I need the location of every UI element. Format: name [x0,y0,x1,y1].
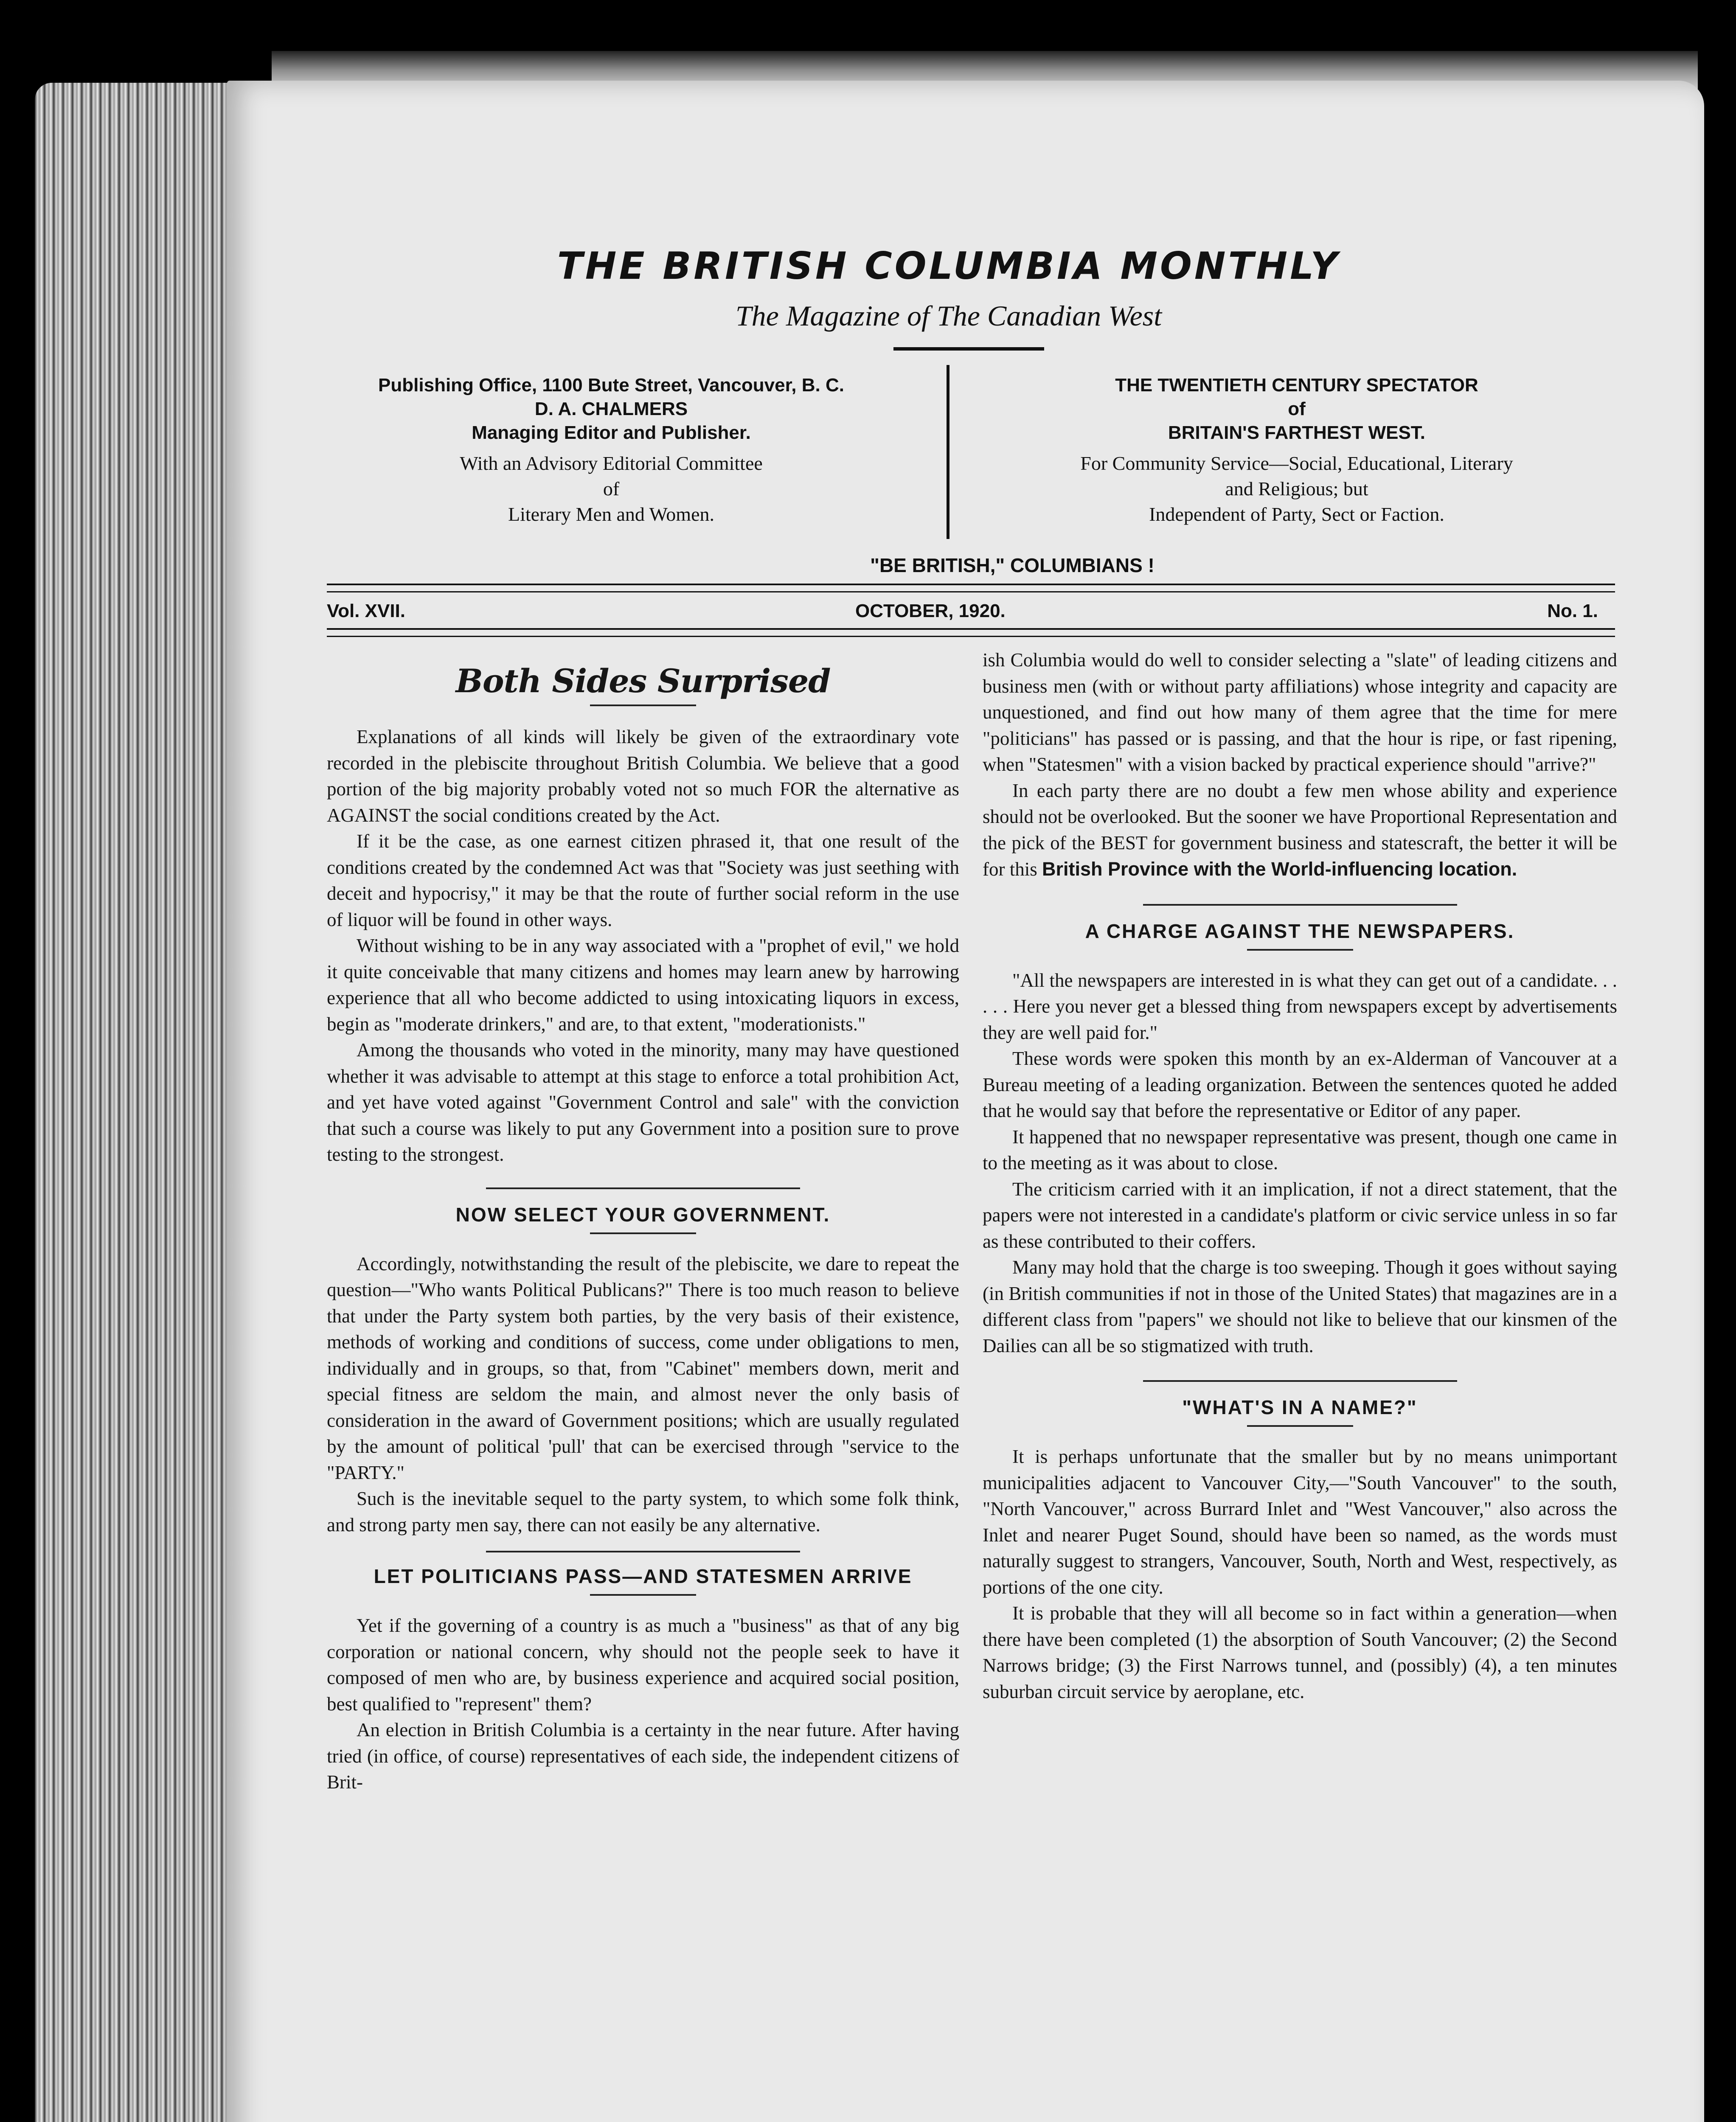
issue-rule-top [327,584,1615,592]
heading-rule [1247,1425,1353,1427]
mission-line-3: Independent of Party, Sect or Faction. [1149,503,1444,525]
masthead-title: THE BRITISH COLUMBIA MONTHLY [557,244,1340,288]
publishing-office: Publishing Office, 1100 Bute Street, Vancouver, B. C. [378,375,844,396]
section-paragraph: The criticism carried with it an implication, if not a direct statement, that the papers were not interested in a candidate's platform or civic service unless in so far as these contributed to their coffers. [983,1178,1617,1252]
spectator-line-2: of [1288,399,1306,419]
section-paragraph: Yet if the governing of a country is as much a "business" as that of any big corporation or national concern, why should not the people seek to have it composed of men who are, by business experience and acquired social position, best qualified to "represent" them? [327,1615,959,1715]
mission-line-2: and Religious; but [1225,478,1368,500]
section-paragraph: It is probable that they will all become so in fact within a generation—when there have been completed (1) the absorption of South Vancouver; (2) the Second Narrows bridge; (3) the First Narrows tunnel, and (possibly) (4), a ten minutes suburban circuit service by aeroplane, etc. [983,1603,1617,1702]
paragraph-text: In each party there are no doubt a few men whose ability and experience should not be overlooked. But the sooner we have Proportional Representation and the pick of the BEST for government business and statescraft, the better it will be for this [983,780,1617,880]
mission-line-1: For Community Service—Social, Educational, Literary [1080,452,1513,474]
right-column [983,647,1617,1705]
section-paragraph: Such is the inevitable sequel to the party system, to which some folk think, and strong party men say, there can not easily be any alternative. [327,1488,959,1535]
section-paragraph: It is perhaps unfortunate that the smaller but by no means unimportant municipalities adjacent to Vancouver City,—"South Vancouver" to the south, "North Vancouver," across Burrard Inlet and "West Vancouver," also across the Inlet and nearer Puget Sound, should have been so named, as the words must naturally suggest to strangers, Vancouver, South, North and West, respectively, as portions of the one city. [983,1446,1617,1598]
section-paragraph [983,778,1617,883]
volume-number: Vol. XVII. [327,601,406,621]
publisher-info [342,373,881,527]
section-heading-newspapers: A CHARGE AGAINST THE NEWSPAPERS. [1085,920,1515,942]
bold-phrase: British Province with the World-influencing location. [1042,858,1517,880]
continued-text: ish Columbia would do well to consider selecting a "slate" of leading citizens and business men (with or without party affiliations) whose integrity and capacity are unquestioned, and find out how many of them agree that the time for mere "politicians" has passed or is passing, and that the hour is ripe, or fast ripening, when "Statesmen" with a vision backed by practical experience should "arrive?" [983,649,1617,775]
section-rule [1143,1380,1457,1382]
committee-line-3: Literary Men and Women. [508,503,714,525]
heading-rule [590,1594,696,1596]
section-heading-statesmen: LET POLITICIANS PASS—AND STATESMEN ARRIVE [374,1565,913,1587]
section-paragraph: These words were spoken this month by an ex-Alderman of Vancouver at a Bureau meeting of a leading organization. Between the sentences quoted he added that he would say that before the representative or Editor of any paper. [983,1048,1617,1121]
issue-rule-bottom [327,628,1615,637]
section-paragraph: Many may hold that the charge is too sweeping. Though it goes without saying (in British communities if not in those of the United States) that magazines are in a different class from "papers" we should not like to believe that our kinsmen of the Dailies can all be so stigmatized with truth. [983,1257,1617,1356]
section-heading-government: NOW SELECT YOUR GOVERNMENT. [455,1203,831,1226]
article-paragraph: Without wishing to be in any way associated with a "prophet of evil," we hold it quite conceivable that many citizens and homes may learn anew by harrowing experience that all who become addicted to using intoxicating liquors in excess, begin as "moderate drinkers," and are, to that extent, "moderationists." [327,935,959,1035]
section-rule [1143,904,1457,906]
left-column [327,662,959,1796]
article-paragraph: If it be the case, as one earnest citizen phrased it, that one result of the conditions created by the condemned Act was that "Society was just seething with deceit and hypocrisy," it may be that the route of further social reform in the use of liquor will be found in other ways. [327,831,959,930]
heading-rule [1247,949,1353,951]
magazine-page [227,81,1704,2122]
motto: "BE BRITISH," COLUMBIANS ! [870,554,1155,576]
section-paragraph: An election in British Columbia is a certainty in the near future. After having tried (in office, of course) representatives of each side, the independent citizens of Brit- [327,1719,959,1793]
issue-date: OCTOBER, 1920. [855,601,1006,621]
committee-line-1: With an Advisory Editorial Committee [460,452,763,474]
spectator-info [1008,373,1585,527]
section-rule [486,1187,800,1189]
editor-role: Managing Editor and Publisher. [472,422,751,443]
section-paragraph: Accordingly, notwithstanding the result of the plebiscite, we dare to repeat the question—"Who wants Political Publicans?" There is too much reason to believe that under the Party system both parties, by the very basis of their existence, methods of working and conditions of success, come under obligations to men, individually and in groups, so that, from "Cabinet" members down, merit and special fitness are seldom the main, and almost never the only basis of consideration in the award of Government positions; which are usually regulated by the amount of political 'pull' that can be exercised through "service to the "PARTY." [327,1253,959,1483]
issue-line [327,601,1615,626]
spectator-line-1: THE TWENTIETH CENTURY SPECTATOR [1115,375,1478,396]
article-paragraph: Explanations of all kinds will likely be given of the extraordinary vote recorded in the plebiscite throughout British Columbia. We believe that a good portion of the big majority probably voted not so much FOR the alternative as AGAINST the social conditions created by the Act. [327,726,959,826]
section-rule [486,1551,800,1552]
book-page-edges [35,83,239,2122]
section-heading-name: "WHAT'S IN A NAME?" [1182,1396,1418,1418]
header-divider [947,365,949,539]
committee-line-2: of [603,478,620,500]
section-paragraph: "All the newspapers are interested in is what they can get out of a candidate. . . . . . Here you never get a blessed thing from newspapers except by advertisements they are well paid for." [983,969,1617,1043]
heading-rule [590,1232,696,1234]
section-paragraph: It happened that no newspaper representative was present, though one came in to the meeting as it was about to close. [983,1126,1617,1173]
article-title: Both Sides Surprised [455,662,831,700]
title-rule [590,705,696,706]
issue-number: No. 1. [1547,601,1598,621]
spectator-line-3: BRITAIN'S FARTHEST WEST. [1168,422,1426,443]
editor-name: D. A. CHALMERS [534,399,688,419]
masthead-rule [893,347,1044,351]
masthead-subtitle: The Magazine of The Canadian West [735,300,1162,332]
article-paragraph: Among the thousands who voted in the minority, many may have questioned whether it was advisable to attempt at this stage to enforce a total prohibition Act, and yet have voted against "Government Control and sale" with the conviction that such a course was likely to put any Government into a position sure to prove testing to the strongest. [327,1039,959,1165]
section-paragraph-continued [983,647,1617,778]
